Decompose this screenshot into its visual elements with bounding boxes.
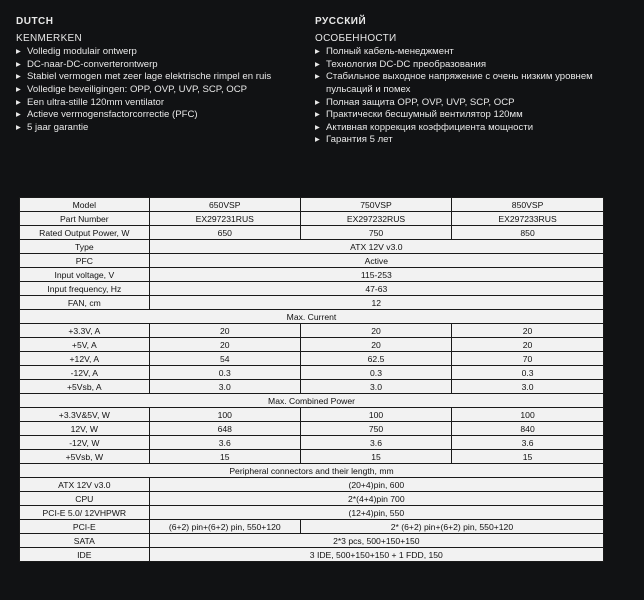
section-title-row	[20, 464, 604, 478]
russian-feature: ▸ Стабильное выходное напряжение с очень низким уровнем пульсаций и помех	[315, 71, 593, 95]
bullet-icon: ▸	[16, 71, 21, 83]
bullet-icon: ▸	[315, 46, 320, 58]
bullet-icon: ▸	[16, 109, 21, 121]
bullet-icon: ▸	[16, 46, 21, 58]
dutch-feature: ▸ Actieve vermogensfactorcorrectie (PFC)	[16, 109, 198, 121]
dutch-section	[16, 16, 292, 134]
dutch-features-heading: KENMERKEN	[16, 32, 83, 44]
table-row: IDE 3 IDE, 500+150+150 + 1 FDD, 150	[20, 548, 604, 562]
russian-language-title: РУССКИЙ	[315, 16, 367, 27]
peripheral-title: Peripheral connectors and their length, mm	[20, 464, 604, 478]
table-row: PCI-E (6+2) pin+(6+2) pin, 550+120 2* (6+2) pin+(6+2) pin, 550+120	[20, 520, 604, 534]
table-row: Rated Output Power, W 650 750 850	[20, 226, 604, 240]
bullet-icon: ▸	[315, 134, 320, 146]
table-row: +3.3V&5V, W 100 100 100	[20, 408, 604, 422]
table-row: SATA 2*3 pcs, 500+150+150	[20, 534, 604, 548]
russian-feature: ▸ Гарантия 5 лет	[315, 134, 393, 146]
dutch-feature: ▸ Volledig modulair ontwerp	[16, 46, 137, 58]
table-row: Type ATX 12V v3.0	[20, 240, 604, 254]
table-row: +12V, A 54 62.5 70	[20, 352, 604, 366]
section-title-row	[20, 310, 604, 324]
header-cell: 850VSP	[452, 198, 604, 212]
max-power-title: Max. Combined Power	[20, 394, 604, 408]
dutch-feature: ▸ DC-naar-DC-converterontwerp	[16, 58, 158, 70]
table-row: -12V, A 0.3 0.3 0.3	[20, 366, 604, 380]
table-row: PCI-E 5.0/ 12VHPWR (12+4)pin, 550	[20, 506, 604, 520]
dutch-feature: ▸ Een ultra-stille 120mm ventilator	[16, 96, 165, 108]
bullet-icon: ▸	[315, 96, 320, 108]
table-row: -12V, W 3.6 3.6 3.6	[20, 436, 604, 450]
bullet-icon: ▸	[315, 58, 320, 70]
table-row: FAN, cm 12	[20, 296, 604, 310]
bullet-icon: ▸	[315, 71, 320, 83]
table-row: Input frequency, Hz 47-63	[20, 282, 604, 296]
bullet-icon: ▸	[315, 109, 320, 121]
russian-feature: ▸ Технология DC-DC преобразования	[315, 58, 487, 70]
table-row: ATX 12V v3.0 (20+4)pin, 600	[20, 478, 604, 492]
russian-feature: ▸ Полная защита OPP, OVP, UVP, SCP, OCP	[315, 96, 515, 108]
bullet-icon: ▸	[315, 121, 320, 133]
table-header-row	[20, 198, 604, 212]
dutch-feature: ▸ Stabiel vermogen met zeer lage elektrische rimpel en ruis	[16, 71, 272, 83]
section-title-row	[20, 394, 604, 408]
russian-features-heading: ОСОБЕННОСТИ	[315, 32, 397, 44]
dutch-language-title: DUTCH	[16, 16, 54, 27]
header-cell: 650VSP	[149, 198, 300, 212]
table-row: +5Vsb, W 15 15 15	[20, 450, 604, 464]
table-row: Part Number EX297231RUS EX297232RUS EX297233RUS	[20, 212, 604, 226]
header-cell: 750VSP	[300, 198, 451, 212]
table-row: 12V, W 648 750 840	[20, 422, 604, 436]
dutch-feature: ▸ Volledige beveiligingen: OPP, OVP, UVP, SCP, OCP	[16, 83, 248, 95]
table-row: +5Vsb, A 3.0 3.0 3.0	[20, 380, 604, 394]
russian-section	[315, 16, 640, 147]
table-row: CPU 2*(4+4)pin 700	[20, 492, 604, 506]
table-row: PFC Active	[20, 254, 604, 268]
russian-feature: ▸ Практически бесшумный вентилятор 120мм	[315, 109, 523, 121]
header-cell: Model	[20, 198, 150, 212]
table-row: Input voltage, V 115-253	[20, 268, 604, 282]
spec-table	[19, 197, 604, 562]
bullet-icon: ▸	[16, 83, 21, 95]
table-row: +5V, A 20 20 20	[20, 338, 604, 352]
max-current-title: Max. Current	[20, 310, 604, 324]
bullet-icon: ▸	[16, 58, 21, 70]
russian-feature: ▸ Полный кабель-менеджмент	[315, 46, 454, 58]
bullet-icon: ▸	[16, 121, 21, 133]
bullet-icon: ▸	[16, 96, 21, 108]
table-row: +3.3V, A 20 20 20	[20, 324, 604, 338]
dutch-feature: ▸ 5 jaar garantie	[16, 121, 89, 133]
russian-feature: ▸ Активная коррекция коэффициента мощности	[315, 121, 534, 133]
